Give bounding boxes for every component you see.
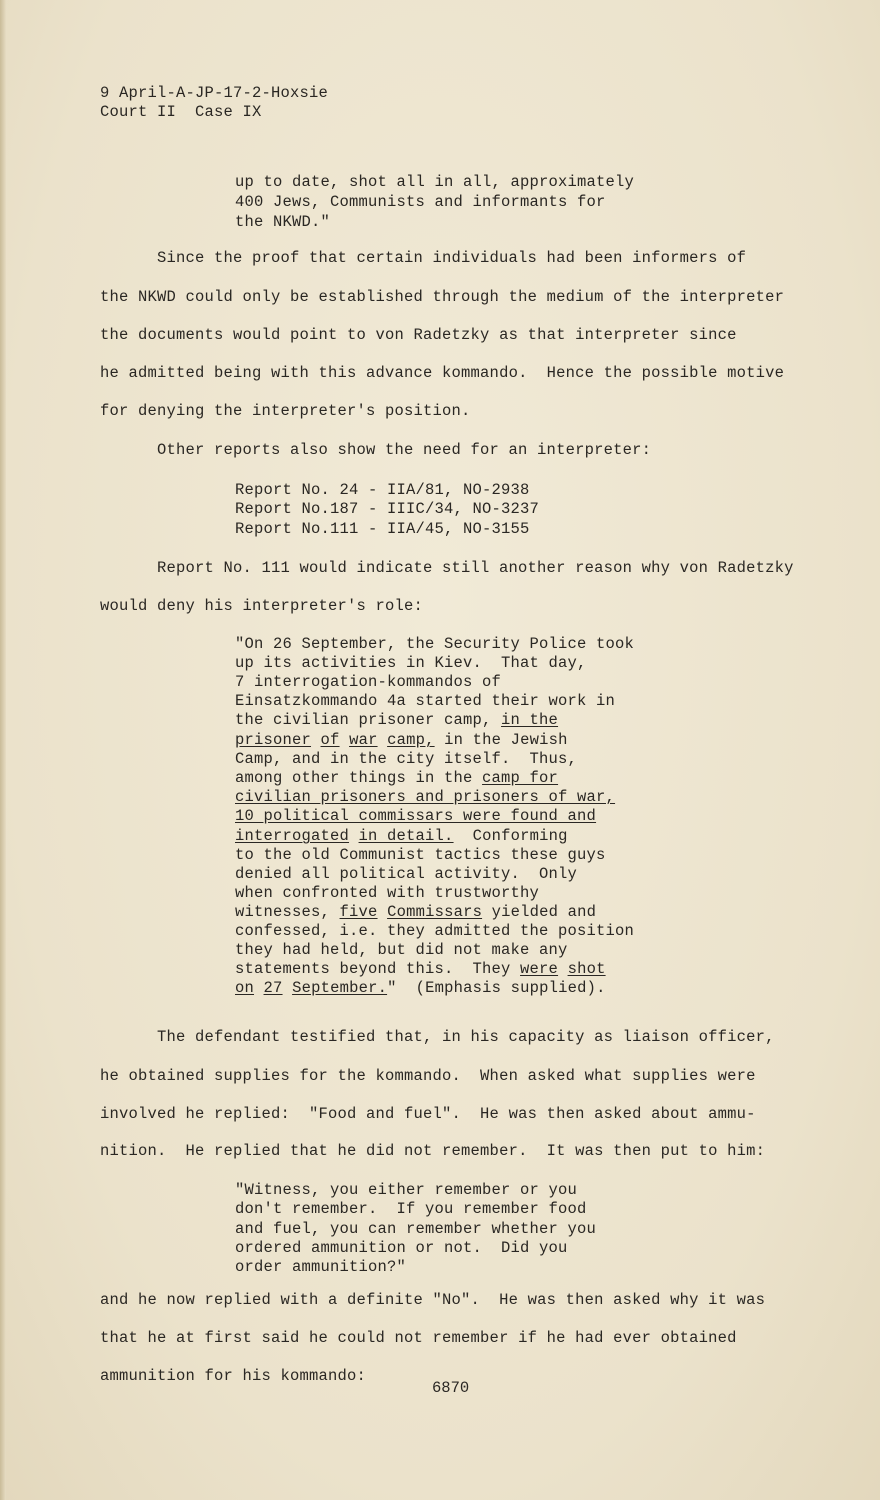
quote2-line: to the old Communist tactics these guys xyxy=(235,846,606,864)
paragraph-line: for denying the interpreter's position. xyxy=(100,402,471,420)
report-reference: Report No.111 - IIA/45, NO-3155 xyxy=(235,520,530,538)
header-line-1: 9 April-A-JP-17-2-Hoxsie xyxy=(100,84,329,102)
emphasized-text: interrogated xyxy=(235,827,350,845)
paragraph-line: Since the proof that certain individuals had been informers of xyxy=(157,249,747,267)
paragraph-line: ammunition for his kommando: xyxy=(100,1367,367,1385)
paragraph-line: The defendant testified that, in his capacity as liaison officer, xyxy=(157,1028,775,1046)
emphasized-text: shot xyxy=(567,960,606,978)
header-line-2: Court II Case IX xyxy=(100,103,262,121)
emphasized-text: of xyxy=(320,731,340,749)
emphasized-text: Commissars xyxy=(387,903,483,921)
quote2-line xyxy=(235,807,596,826)
paragraph-line: that he at first said he could not remember if he had ever obtained xyxy=(100,1329,737,1347)
quote2-line xyxy=(235,979,606,998)
emphasized-text: were xyxy=(520,960,559,978)
quote3-line: don't remember. If you remember food xyxy=(235,1200,587,1218)
quote3-line: order ammunition?" xyxy=(235,1258,407,1276)
quote2-line xyxy=(235,960,606,979)
quote2-line xyxy=(235,769,558,788)
quote-text: the civilian prisoner camp, xyxy=(235,711,502,729)
quote3-line: and fuel, you can remember whether you xyxy=(235,1220,597,1238)
page-edge-shadow xyxy=(0,0,6,1500)
quote1-line: up to date, shot all in all, approximately xyxy=(235,173,635,191)
quote2-line xyxy=(235,788,615,807)
emphasized-text: camp, xyxy=(387,731,435,749)
emphasized-text: war xyxy=(349,731,378,749)
paragraph-line: involved he replied: "Food and fuel". He was then asked about ammu- xyxy=(100,1105,756,1123)
emphasized-text: 27 xyxy=(263,979,283,997)
quote-text: in the Jewish xyxy=(434,731,568,749)
quote2-line: up its activities in Kiev. That day, xyxy=(235,654,587,672)
quote2-line: Einsatzkommando 4a started their work in xyxy=(235,692,616,710)
quote3-line: ordered ammunition or not. Did you xyxy=(235,1239,568,1257)
paragraph-line: he obtained supplies for the kommando. When asked what supplies were xyxy=(100,1067,756,1085)
paragraph-line: Report No. 111 would indicate still another reason why von Radetzky xyxy=(157,559,794,577)
quote2-line: denied all political activity. Only xyxy=(235,865,578,883)
emphasized-text: on xyxy=(235,979,255,997)
quote2-line xyxy=(235,827,568,846)
quote2-line xyxy=(235,731,568,750)
paragraph-line: the NKWD could only be established through the medium of the interpreter xyxy=(100,288,785,306)
quote-text: Conforming xyxy=(453,827,568,845)
quote-text: among other things in the xyxy=(235,769,483,787)
quote2-line: when confronted with trustworthy xyxy=(235,884,540,902)
emphasized-text: civilian prisoners and prisoners of war, xyxy=(235,788,616,806)
quote2-line: 7 interrogation-kommandos of xyxy=(235,673,502,691)
quote-text: statements beyond this. They xyxy=(235,960,521,978)
report-reference: Report No.187 - IIIC/34, NO-3237 xyxy=(235,500,540,518)
quote2-line: they had held, but did not make any xyxy=(235,941,568,959)
page-number: 6870 xyxy=(432,1379,470,1397)
emphasized-text: 10 political commissars were found and xyxy=(235,807,597,825)
quote-text: " (Emphasis supplied). xyxy=(387,979,606,997)
paragraph-line: the documents would point to von Radetzky as that interpreter since xyxy=(100,326,737,344)
quote2-line xyxy=(235,903,596,922)
quote2-line: "On 26 September, the Security Police took xyxy=(235,635,635,653)
paragraph-line: Other reports also show the need for an interpreter: xyxy=(157,441,652,459)
emphasized-text: camp for xyxy=(482,769,559,787)
quote2-line: confessed, i.e. they admitted the position xyxy=(235,922,635,940)
quote-text: yielded and xyxy=(482,903,597,921)
quote3-line: "Witness, you either remember or you xyxy=(235,1181,578,1199)
report-reference: Report No. 24 - IIA/81, NO-2938 xyxy=(235,481,530,499)
emphasized-text: September. xyxy=(292,979,388,997)
emphasized-text: in the xyxy=(501,711,559,729)
paragraph-line: he admitted being with this advance kommando. Hence the possible motive xyxy=(100,364,785,382)
quote-text: witnesses, xyxy=(235,903,340,921)
quote1-line: the NKWD." xyxy=(235,213,331,231)
quote2-line: Camp, and in the city itself. Thus, xyxy=(235,750,578,768)
emphasized-text: five xyxy=(339,903,378,921)
quote2-line xyxy=(235,711,558,730)
emphasized-text: in detail. xyxy=(358,827,454,845)
quote1-line: 400 Jews, Communists and informants for xyxy=(235,193,606,211)
paragraph-line: would deny his interpreter's role: xyxy=(100,597,424,615)
paragraph-line: nition. He replied that he did not remember. It was then put to him: xyxy=(100,1142,766,1160)
emphasized-text: prisoner xyxy=(235,731,312,749)
paragraph-line: and he now replied with a definite "No". He was then asked why it was xyxy=(100,1291,766,1309)
